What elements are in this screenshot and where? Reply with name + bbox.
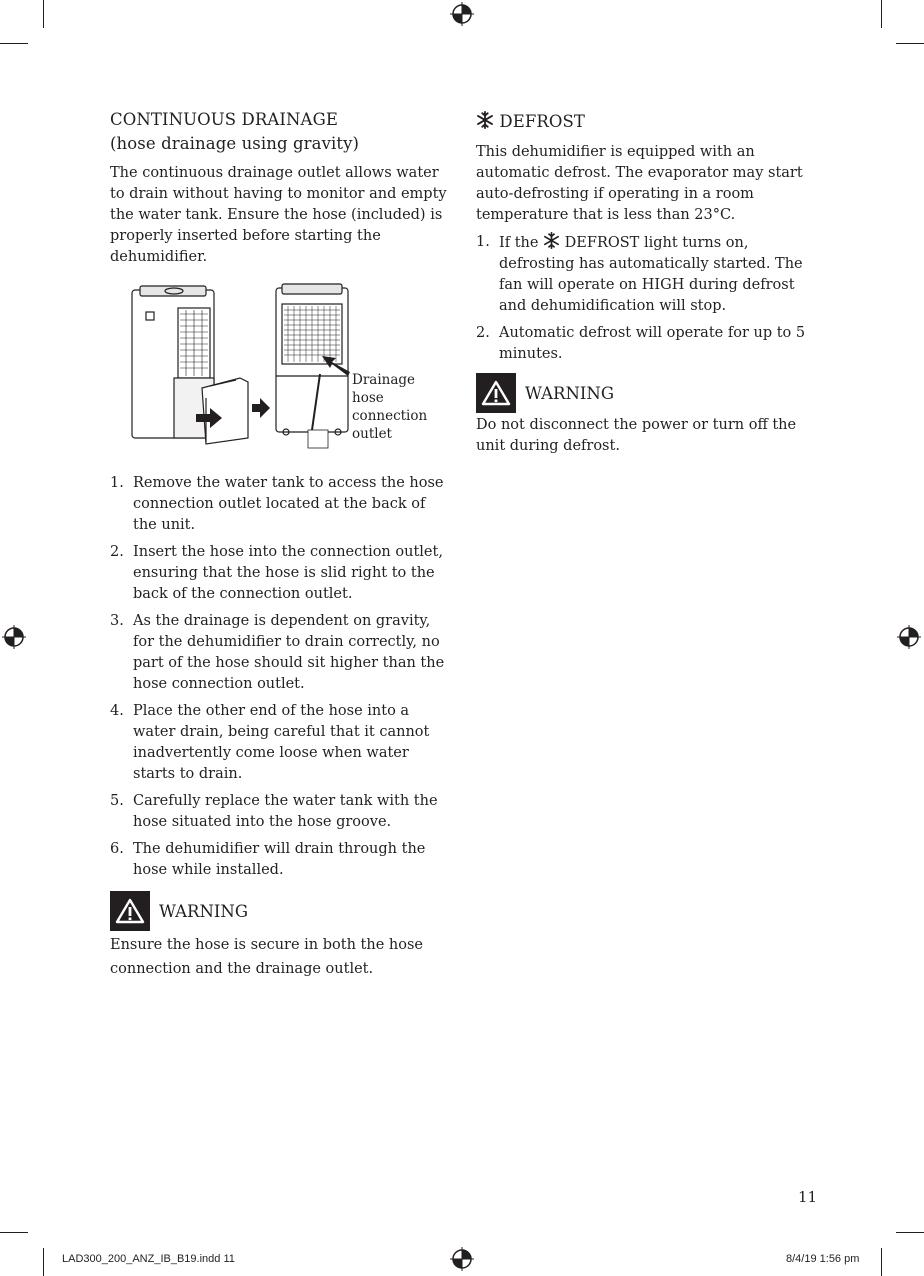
intro-paragraph: This dehumidifier is equipped with an automatic defrost. The evaporator may start auto-defrosting if operating in a room temperature that is less than 23°C. [476,144,803,223]
step-number: 5. [110,793,124,809]
list-item [110,839,450,881]
step-number: 6. [110,841,124,857]
footer-filename: LAD300_200_ANZ_IB_B19.indd 11 [62,1253,235,1265]
warning-title: WARNING [159,901,249,921]
registration-mark-icon [2,625,26,649]
warning-text: Do not disconnect the power or turn off the unit during defrost. [476,417,797,454]
crop-mark [896,43,924,44]
step-number: 4. [110,703,124,719]
snowflake-icon [543,232,560,249]
list-item [476,323,826,365]
step-text: If the [499,235,539,251]
crop-mark [43,1248,44,1276]
figure-label-line: outlet [352,426,392,442]
crop-mark [0,1232,28,1233]
figure-label [352,371,427,443]
defrost-section [476,110,826,457]
step-text: The dehumidifier will drain through the hose while installed. [133,841,426,878]
page-number: 11 [798,1188,818,1206]
step-number: 3. [110,613,124,629]
registration-mark-icon [450,1247,474,1271]
crop-mark [881,1248,882,1276]
registration-mark-icon [897,625,921,649]
crop-mark [0,43,28,44]
figure-label-line: connection [352,408,428,424]
section-title [476,110,826,134]
step-text: Carefully replace the water tank with the hose situated into the hose groove. [133,793,438,830]
crop-mark [896,1232,924,1233]
warning-icon [476,373,516,413]
section-title [110,108,450,156]
title-line: CONTINUOUS DRAINAGE [110,110,339,129]
figure-label-line: hose [352,390,384,406]
step-text: Automatic defrost will operate for up to 5 minutes. [499,325,806,362]
list-item [110,611,450,695]
intro-paragraph: The continuous drainage outlet allows water to drain without having to monitor and empty the water tank. Ensure the hose (included) is properly inserted before starting the dehumidifier. [110,165,447,265]
warning-icon [110,891,150,931]
step-text: Remove the water tank to access the hose connection outlet located at the back of the unit. [133,475,444,533]
warning-title: WARNING [525,383,615,403]
figure-label-line: Drainage [352,372,416,388]
step-number: 1. [110,475,124,491]
defrost-heading: DEFROST [499,112,586,131]
steps-list [110,473,450,881]
step-text: As the drainage is dependent on gravity, for the dehumidifier to drain correctly, no part of the hose should sit higher than the hose connection outlet. [133,613,445,692]
crop-mark [881,0,882,28]
steps-list [476,232,826,365]
footer-timestamp: 8/4/19 1:56 pm [786,1253,860,1265]
snowflake-icon [476,111,494,129]
list-item [110,701,450,785]
step-text: Insert the hose into the connection outlet, ensuring that the hose is slid right to the back of the connection outlet. [133,544,443,602]
step-number: 1. [476,234,490,250]
step-number: 2. [476,325,490,341]
list-item [110,542,450,605]
drainage-steps [110,473,450,981]
step-text: Place the other end of the hose into a water drain, being careful that it cannot inadvertently come loose when water starts to drain. [133,703,430,782]
continuous-drainage-section [110,108,450,268]
step-number: 2. [110,544,124,560]
subtitle-line: (hose drainage using gravity) [110,134,360,153]
list-item [476,232,826,317]
warning-text: Ensure the hose is secure in both the hose connection and the drainage outlet. [110,937,423,977]
warning-header [110,891,450,931]
warning-header [476,373,826,413]
list-item [110,791,450,833]
registration-mark-icon [450,2,474,26]
crop-mark [43,0,44,28]
list-item [110,473,450,536]
step-text: DEFROST light turns on, defrosting has automatically started. The fan will operate on HIGH during defrost and dehumidification will stop. [499,235,803,314]
